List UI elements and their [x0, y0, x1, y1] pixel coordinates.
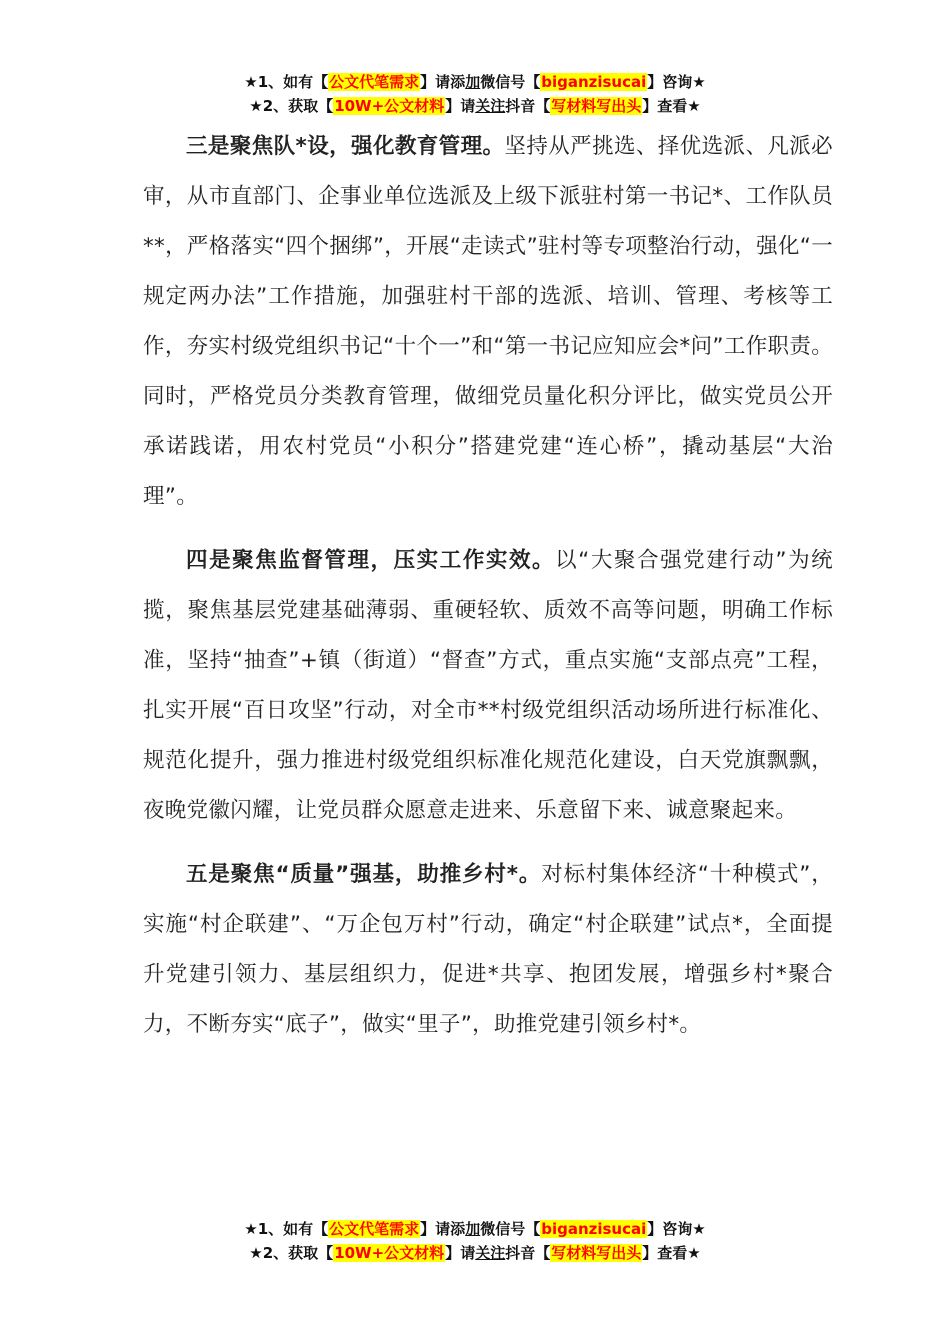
highlight-service: 公文代笔需求 [329, 1220, 420, 1238]
paragraph-heading: 三是聚焦队*设，强化教育管理。 [186, 134, 505, 159]
underlined-text: 关注 [475, 97, 506, 115]
highlight-materials: 10W+公文材料 [334, 97, 445, 115]
banner-text: 】请添 [420, 73, 466, 91]
paragraph-heading: 五是聚焦“质量”强基，助推乡村*。 [186, 862, 542, 887]
document-body [143, 122, 833, 1064]
highlight-materials: 10W+公文材料 [334, 1244, 445, 1262]
header-banner [0, 70, 950, 118]
highlight-wechat-id: biganzisucai [541, 1220, 647, 1238]
underlined-text: 加 [465, 73, 481, 91]
paragraph-heading: 四是聚焦监督管理，压实工作实效。 [186, 548, 556, 573]
banner-line-2 [0, 94, 950, 118]
banner-text: 抖音【 [505, 97, 551, 115]
banner-text: 抖音【 [505, 1244, 551, 1262]
paragraph-text: 以“大聚合强党建行动”为统揽，聚焦基层党建基础薄弱、重硬轻软、质效不高等问题，明确工作标准，坚持“抽查”+镇（街道）“督查”方式，重点实施“支部点亮”工程，扎实开展“百日攻坚”行动，对全市**村级党组织活动场所进行标准化、规范化提升，强力推进村级党组织标准化规范化建设，白天党旗飘飘，夜晚党徽闪耀，让党员群众愿意走进来、乐意留下来、诚意聚起来。 [143, 548, 833, 823]
banner-text: 微信号【 [480, 1220, 541, 1238]
banner-text: 】请添 [420, 1220, 466, 1238]
banner-text: 】咨询★ [647, 1220, 706, 1238]
highlight-wechat-id: biganzisucai [541, 73, 647, 91]
banner-text: ★1、如有【 [244, 73, 329, 91]
banner-line-2 [0, 1241, 950, 1265]
paragraph-3 [143, 122, 833, 522]
paragraph-5 [143, 850, 833, 1050]
banner-line-1 [0, 1217, 950, 1241]
paragraph-4 [143, 536, 833, 836]
paragraph-text: 对标村集体经济“十种模式”，实施“村企联建”、“万企包万村”行动，确定“村企联建”试点*，全面提升党建引领力、基层组织力，促进*共享、抱团发展，增强乡村*聚合力，不断夯实“底子”，做实“里子”，助推党建引领乡村*。 [143, 862, 833, 1037]
highlight-douyin-account: 写材料写出头 [551, 97, 642, 115]
banner-line-1 [0, 70, 950, 94]
banner-text: ★1、如有【 [244, 1220, 329, 1238]
footer-banner [0, 1217, 950, 1265]
banner-text: ★2、获取【 [249, 1244, 334, 1262]
underlined-text: 关注 [475, 1244, 506, 1262]
highlight-service: 公文代笔需求 [329, 73, 420, 91]
highlight-douyin-account: 写材料写出头 [551, 1244, 642, 1262]
banner-text: 】请 [445, 97, 476, 115]
banner-text: 】查看★ [642, 1244, 701, 1262]
banner-text: ★2、获取【 [249, 97, 334, 115]
banner-text: 】请 [445, 1244, 476, 1262]
banner-text: 】查看★ [642, 97, 701, 115]
banner-text: 微信号【 [480, 73, 541, 91]
paragraph-text: 坚持从严挑选、择优选派、凡派必审，从市直部门、企事业单位选派及上级下派驻村第一书记*、工作队员**，严格落实“四个捆绑”，开展“走读式”驻村等专项整治行动，强化“一规定两办法”工作措施，加强驻村干部的选派、培训、管理、考核等工作，夯实村级党组织书记“十个一”和“第一书记应知应会*问”工作职责。同时，严格党员分类教育管理，做细党员量化积分评比，做实党员公开承诺践诺，用农村党员“小积分”搭建党建“连心桥”，撬动基层“大治理”。 [143, 134, 833, 509]
banner-text: 】咨询★ [647, 73, 706, 91]
underlined-text: 加 [465, 1220, 481, 1238]
